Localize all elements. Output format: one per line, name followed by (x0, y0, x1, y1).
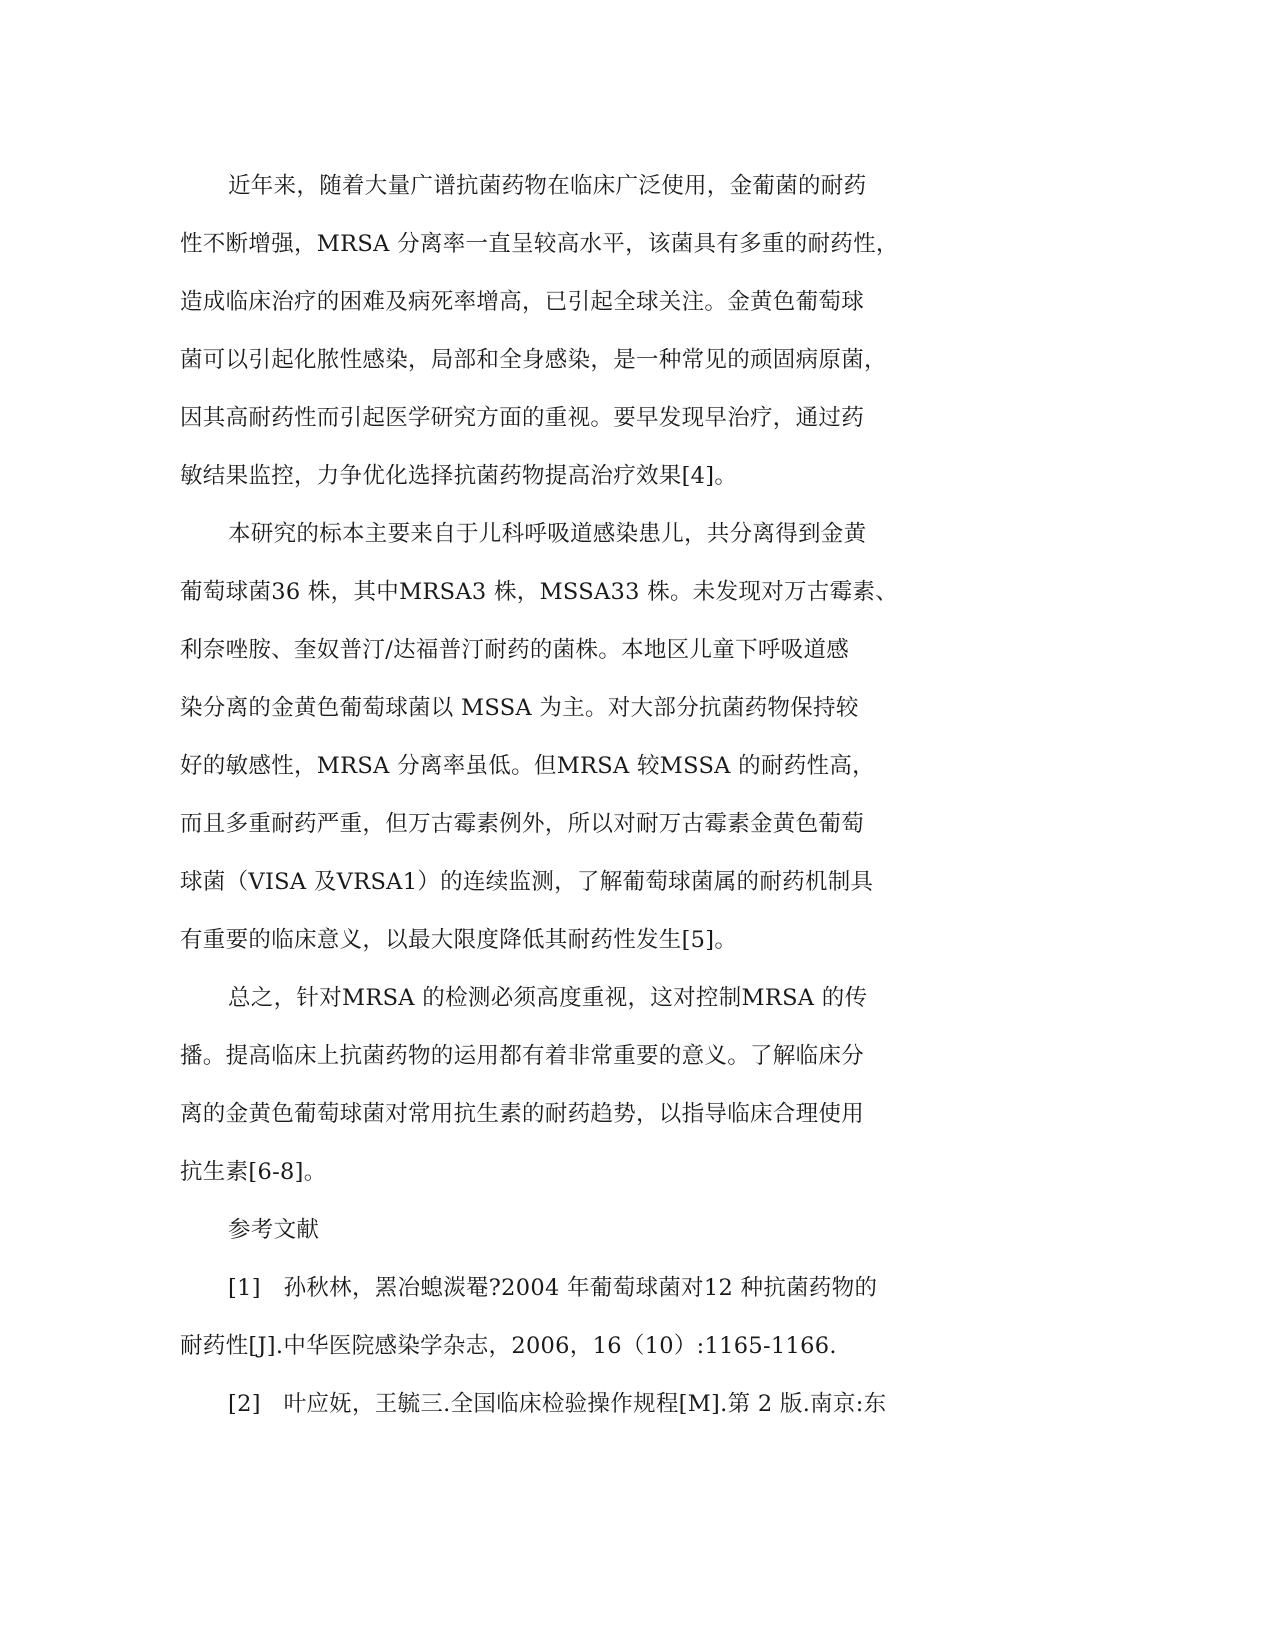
paragraph-1-line-2: 性不断增强，MRSA 分离率一直呈较高水平，该菌具有多重的耐药性， (180, 231, 899, 257)
paragraph-2-line-4: 染分离的金黄色葡萄球菌以 MSSA 为主。对大部分抗菌药物保持较 (180, 695, 859, 721)
paragraph-2-line-7: 球菌（VISA 及VRSA1）的连续监测，了解葡萄球菌属的耐药机制具 (180, 869, 874, 895)
paragraph-3-line-3: 离的金黄色葡萄球菌对常用抗生素的耐药趋势，以指导临床合理使用 (180, 1101, 865, 1127)
paragraph-3-line-4: 抗生素[6-8]。 (180, 1159, 327, 1185)
paragraph-3-line-1: 总之，针对MRSA 的检测必须高度重视，这对控制MRSA 的传 (228, 985, 868, 1011)
paragraph-1-line-1: 近年来，随着大量广谱抗菌药物在临床广泛使用，金葡菌的耐药 (228, 173, 867, 199)
paragraph-1-line-6: 敏结果监控，力争优化选择抗菌药物提高治疗效果[4]。 (180, 463, 738, 489)
paragraph-2-line-2: 葡萄球菌36 株，其中MRSA3 株，MSSA33 株。未发现对万古霉素、 (180, 579, 898, 605)
paragraph-2-line-6: 而且多重耐药严重，但万古霉素例外，所以对耐万古霉素金黄色葡萄 (180, 811, 865, 837)
paragraph-3-line-2: 播。提高临床上抗菌药物的运用都有着非常重要的意义。了解临床分 (180, 1043, 865, 1069)
reference-1-line-2: 耐药性[J].中华医院感染学杂志，2006，16（10）:1165-1166. (180, 1333, 837, 1359)
paragraph-2-line-5: 好的敏感性，MRSA 分离率虽低。但MRSA 较MSSA 的耐药性高， (180, 753, 875, 779)
references-heading: 参考文献 (228, 1217, 320, 1243)
paragraph-1-line-5: 因其高耐药性而引起医学研究方面的重视。要早发现早治疗，通过药 (180, 405, 865, 431)
paragraph-2-line-1: 本研究的标本主要来自于儿科呼吸道感染患儿，共分离得到金黄 (228, 521, 867, 547)
reference-2-line-1: [2] 叶应妩，王毓三.全国临床检验操作规程[M].第 2 版.南京:东 (228, 1391, 887, 1417)
paragraph-2-line-3: 利奈唑胺、奎奴普汀/达福普汀耐药的菌株。本地区儿童下呼吸道感 (180, 637, 850, 663)
paragraph-1-line-4: 菌可以引起化脓性感染，局部和全身感染，是一种常见的顽固病原菌， (180, 347, 887, 373)
paragraph-2-line-8: 有重要的临床意义，以最大限度降低其耐药性发生[5]。 (180, 927, 738, 953)
paragraph-1-line-3: 造成临床治疗的困难及病死率增高，已引起全球关注。金黄色葡萄球 (180, 289, 865, 315)
reference-1-line-1: [1] 孙秋林，罴冶螅湠罨?2004 年葡萄球菌对12 种抗菌药物的 (228, 1275, 878, 1301)
